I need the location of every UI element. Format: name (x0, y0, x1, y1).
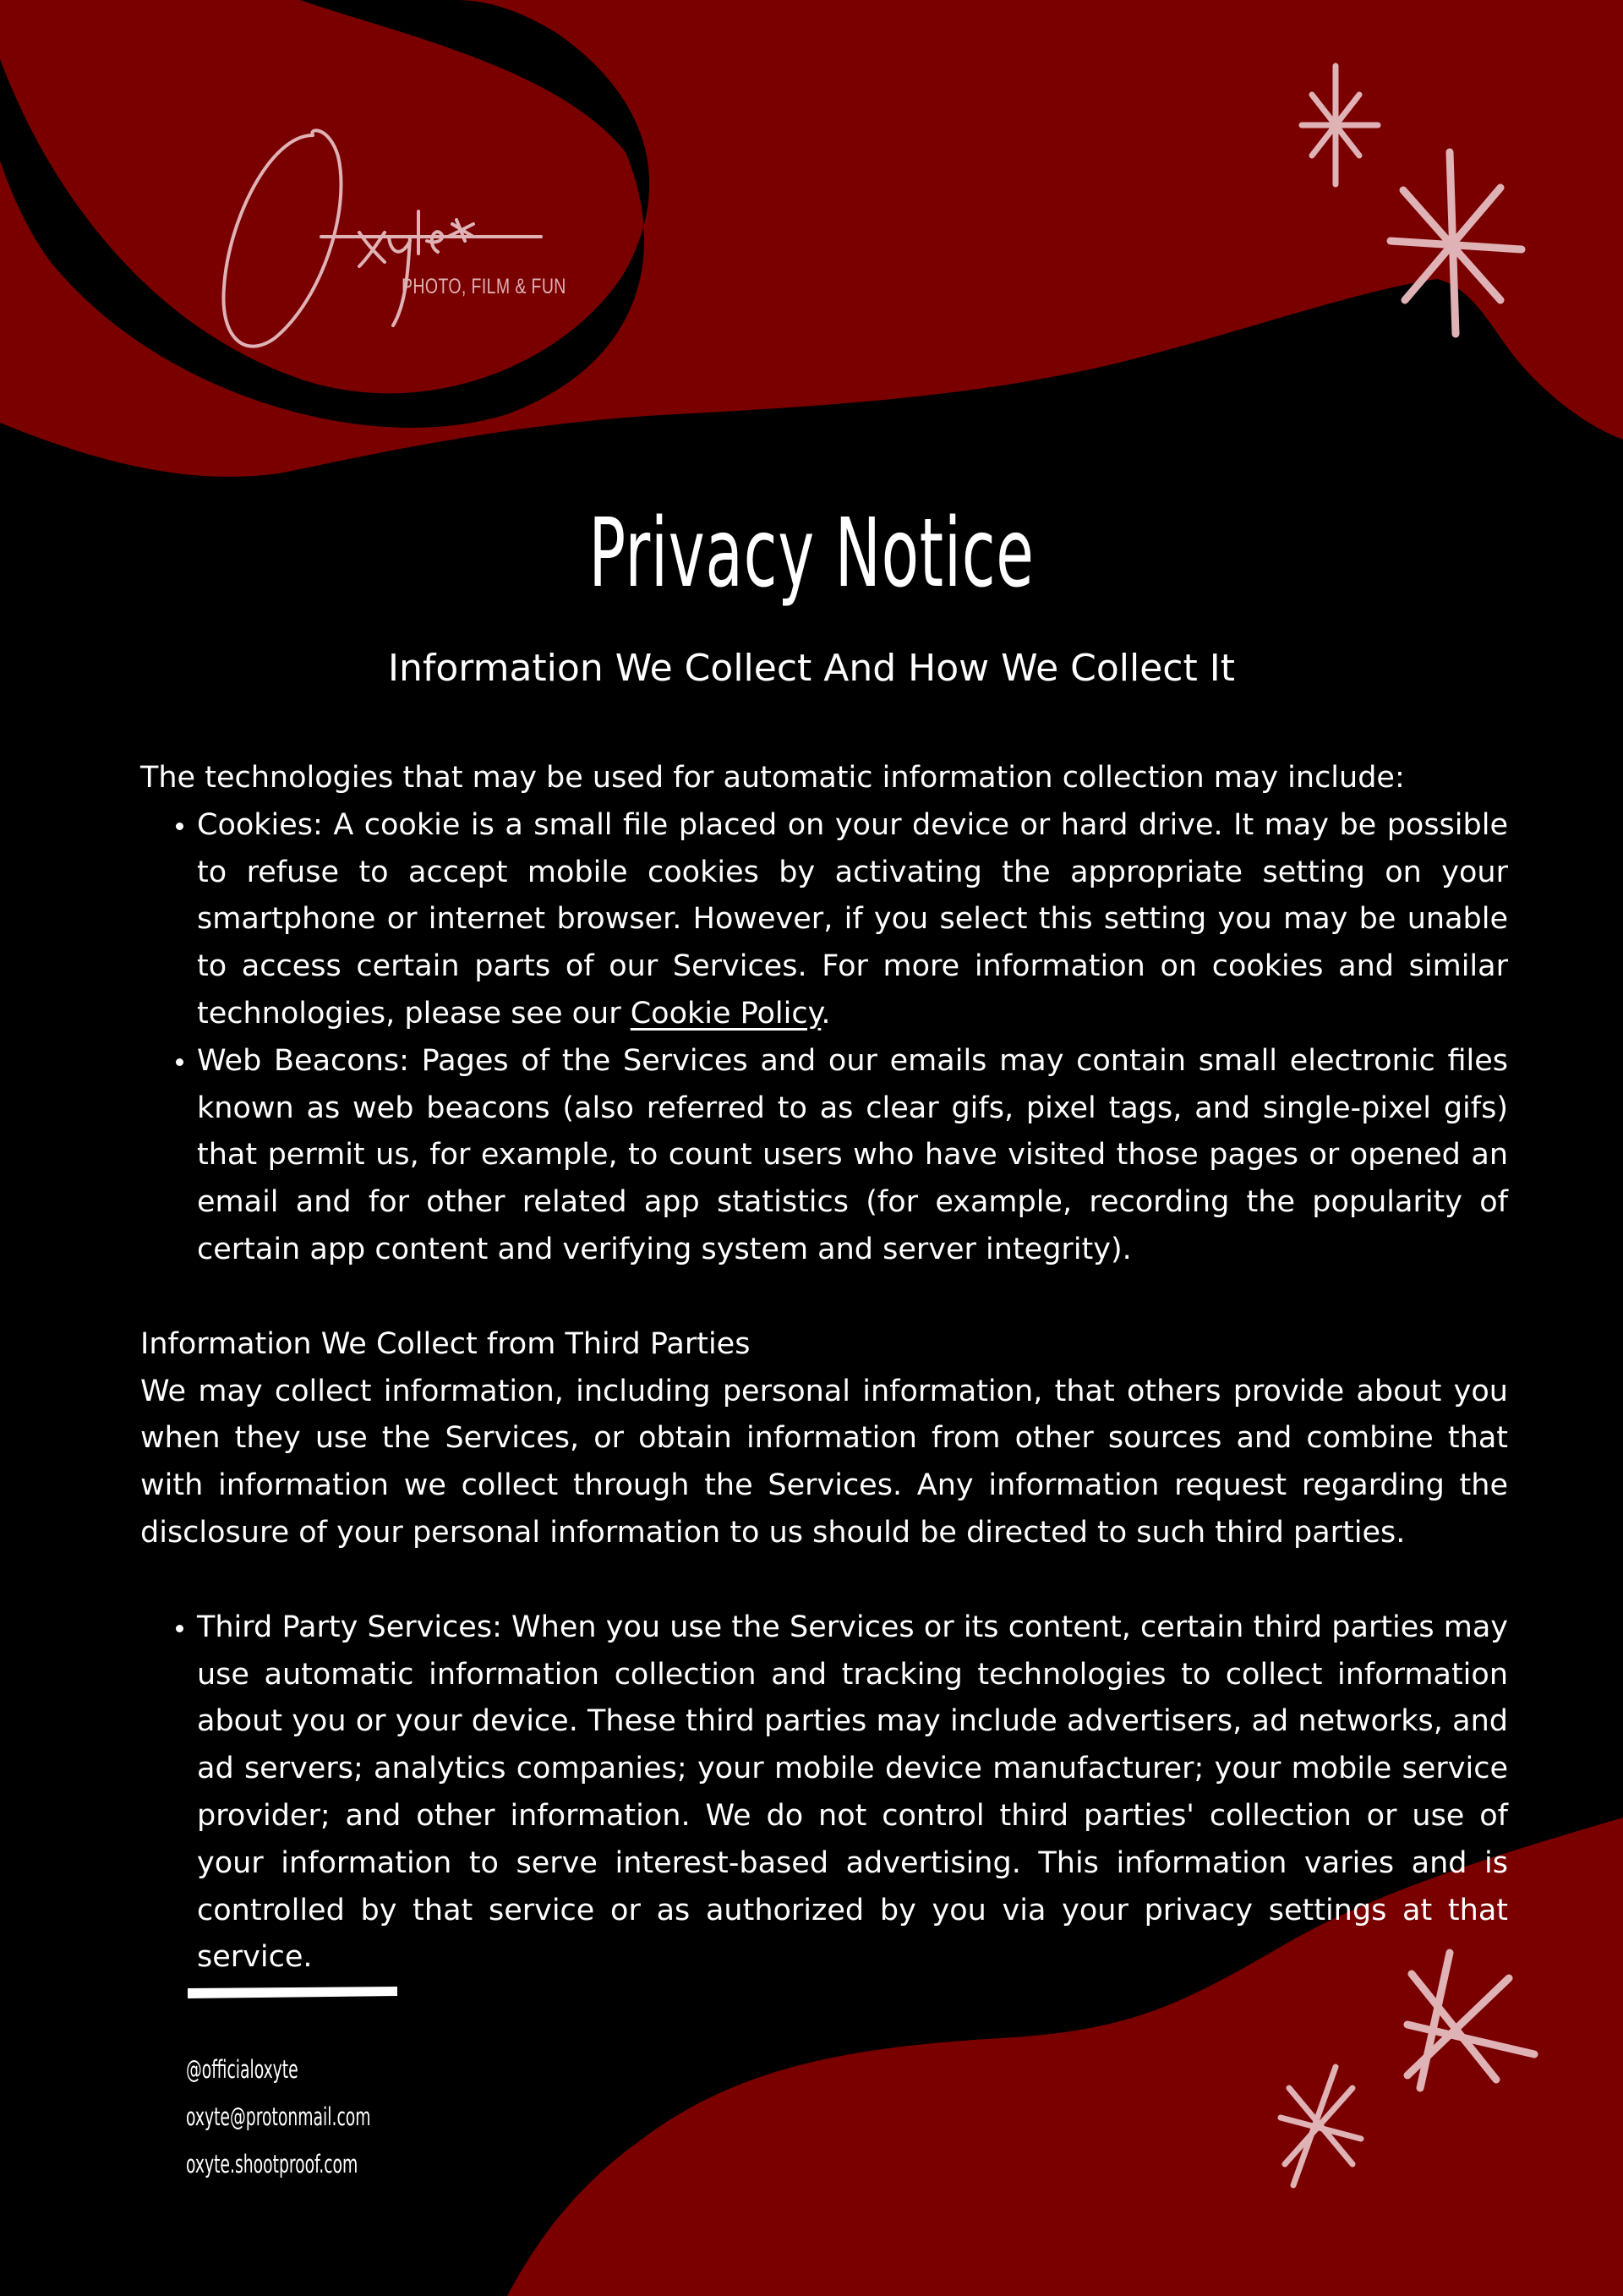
list-item-web-beacons (197, 1038, 1508, 1274)
third-party-heading: Information We Collect from Third Parties (140, 1326, 751, 1361)
page-subtitle: Information We Collect And How We Collect It (388, 647, 1235, 690)
spacer (140, 1274, 1508, 1321)
intro-text: The technologies that may be used for automatic information collection may include: (140, 761, 1405, 795)
cookies-suffix: . (821, 996, 831, 1030)
web-beacons-text: Web Beacons: Pages of the Services and our emails may contain small electronic files known as web beacons (also referred to as clear gifs, pixel tags, and single-pixel gifs) that permit us, for example, to count users who have visited those pages or opened an email and for other related app statistics (for example, recording the popularity of certain app content and verifying system and server integrity). (197, 1043, 1508, 1266)
logo-signature-mark (211, 118, 566, 372)
contact-website[interactable]: oxyte.shootproof.com (186, 2150, 358, 2178)
list-item-cookies (197, 802, 1508, 1038)
contact-instagram[interactable]: @officialoxyte (186, 2055, 298, 2084)
third-party-list (140, 1604, 1508, 1982)
technologies-list (140, 802, 1508, 1274)
third-party-paragraph: We may collect information, including personal information, that others provide about you when they use the Services, or obtain information from other sources and combine that with information we collect through the Services. Any information request regarding the disclosure of your personal information to us should be directed to such third parties. (140, 1374, 1508, 1550)
list-item-third-party-services (197, 1604, 1508, 1982)
notice-content (140, 755, 1508, 1982)
cookies-text: Cookies: A cookie is a small file placed on your device or hard drive. It may be possible to refuse to accept mobile cookies by activating the appropriate setting on your smartphone or internet browser. However, if you select this setting you may be unable to access certain parts of our Services. For more information on cookies and similar technologies, please see our (197, 807, 1508, 1030)
third-party-services-text: Third Party Services: When you use the Services or its content, certain third parties may use automatic information collection and tracking technologies to collect information about you or your device. These third parties may include advertisers, ad networks, and ad servers; analytics companies; your mobile device manufacturer; your mobile service provider; and other information. We do not control third parties' collection or use of your information to serve interest-based advertising. This information varies and is controlled by that service or as authorized by you via your privacy settings at that service. (197, 1610, 1508, 1975)
logo-tagline: PHOTO, FILM & FUN (402, 275, 566, 298)
footer-divider (188, 1987, 397, 1998)
page-title: Privacy Notice (588, 499, 1035, 609)
cookie-policy-link[interactable]: Cookie Policy (630, 996, 822, 1030)
logo (211, 118, 566, 372)
contact-email[interactable]: oxyte@protonmail.com (186, 2102, 371, 2131)
spacer (140, 1557, 1508, 1604)
footer-contacts (186, 2046, 371, 2188)
